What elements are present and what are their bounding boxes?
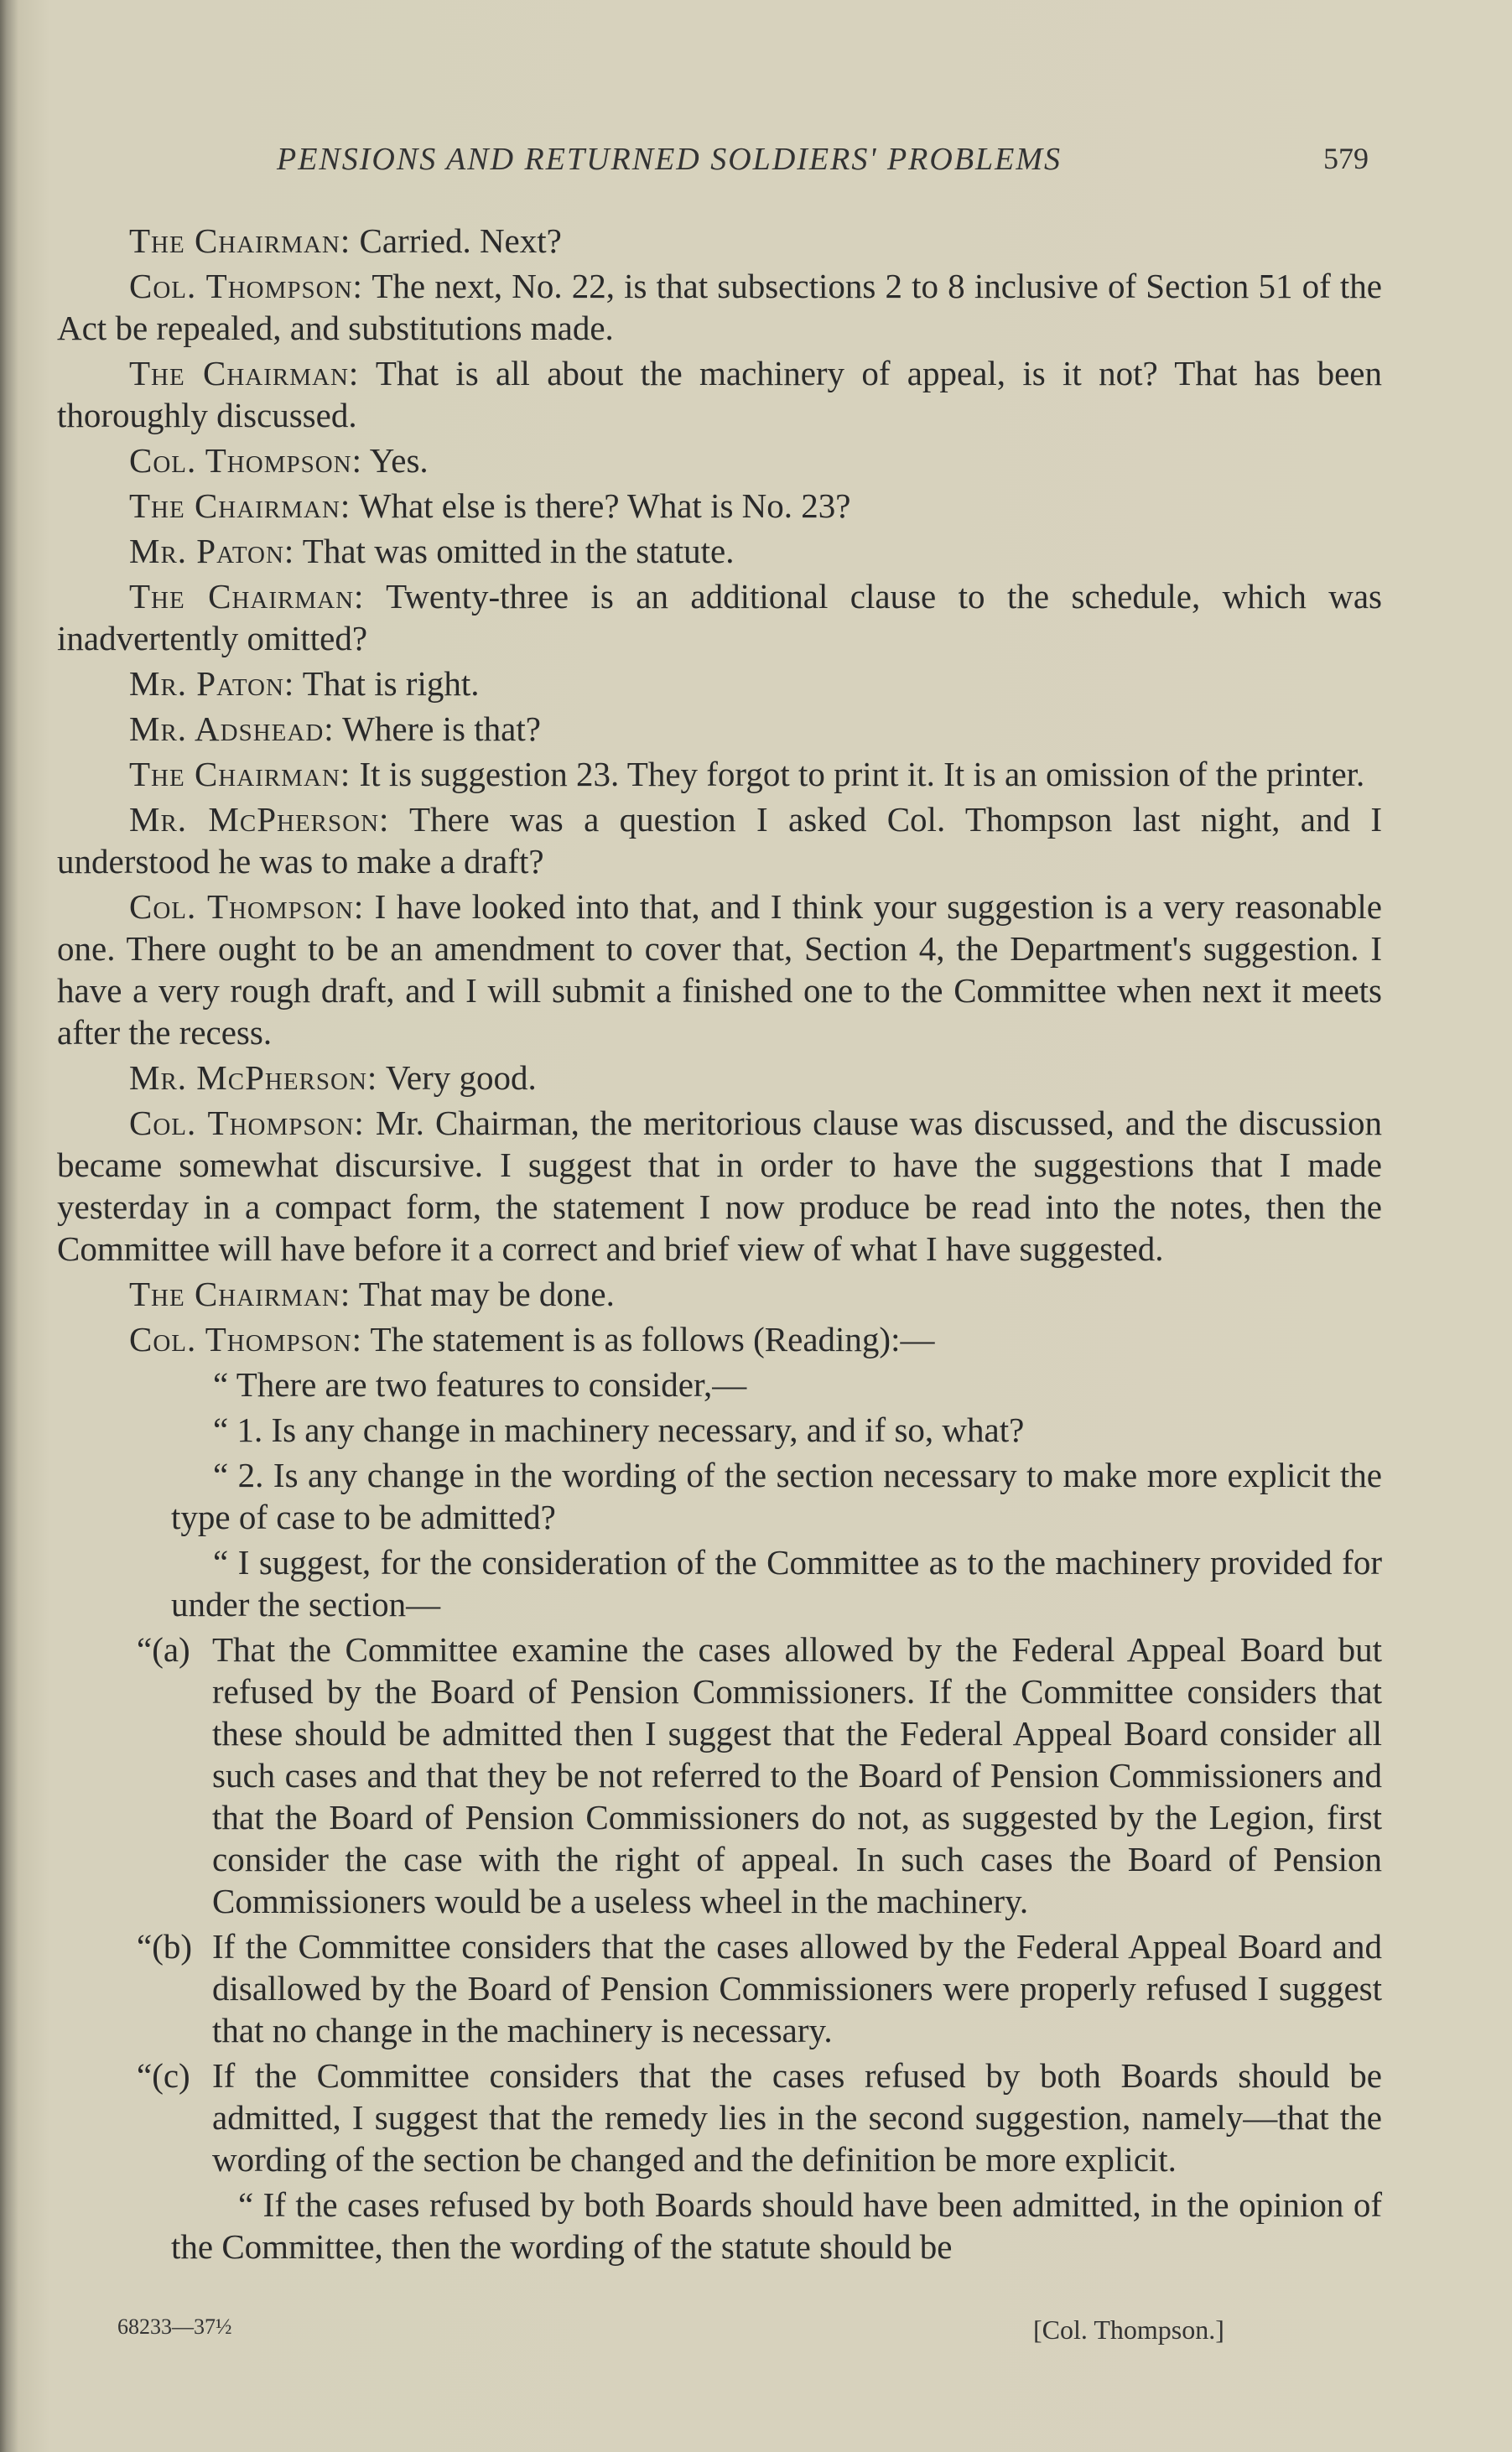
list-item-c [57,2055,1382,2180]
quoted-line: “ If the cases refused by both Boards should have been admitted, in the opinion of the Committee, then the wording of the statute should be [171,2185,1382,2266]
paragraph [57,485,1382,527]
paragraph [57,530,1382,572]
speaker-name: The Chairman: [129,486,351,525]
speech-text: Twenty-three is an additional clause to the schedule, which was inadvertently omitted? [57,577,1383,657]
paragraph [57,753,1382,795]
paragraph [57,662,1382,704]
page-header [0,141,1512,191]
page-footer [0,2314,1512,2356]
speech-text: Mr. Chairman, the meritorious clause was discussed, and the discussion became somewhat discursive. I suggest that in order to have the suggestions that I made yesterday in a compact form, the statement I now produce be read into the notes, then the Committee will have before it a correct and brief view of what I have suggested. [57,1104,1382,1268]
speech-text: That may be done. [351,1275,615,1313]
item-label: “(b) [137,1927,193,1966]
paragraph [57,1057,1382,1099]
item-text: If the Committee considers that the cases refused by both Boards should be admitted, I suggest that the remedy lies in the second suggestion, namely—that the wording of the section be changed and the definition be more explicit. [212,2056,1382,2179]
paragraph [57,220,1382,262]
speech-text: Yes. [362,441,429,480]
speaker-name: The Chairman: [129,577,365,616]
speech-text: I have looked into that, and I think your suggestion is a very reasonable one. There ought to be an amendment to cover that, Section 4, the Department's suggestion. I have a very rough draft, and I will submit a finished one to the Committee when next it meets after the recess. [57,887,1383,1052]
printer-signature: 68233—37½ [117,2314,232,2339]
list-item-b [57,1925,1382,2051]
speaker-name: Col. Thompson: [129,1104,365,1142]
speaker-name: The Chairman: [129,1275,351,1313]
paragraph [57,798,1382,882]
paragraph [57,886,1382,1053]
speech-text: What else is there? What is No. 23? [351,486,851,525]
paragraph [57,575,1382,659]
speech-text: The statement is as follows (Reading):— [362,1320,935,1358]
speaker-name: Col. Thompson: [129,1320,363,1358]
speaker-name: The Chairman: [129,354,360,392]
paragraph [57,265,1382,349]
paragraph [57,708,1382,750]
speaker-name: Mr. Adshead: [129,709,335,748]
paragraph [57,1318,1382,1360]
paragraph [57,352,1382,436]
item-label: “(a) [137,1630,190,1669]
speaker-name: Col. Thompson: [129,887,365,926]
speech-text: Very good. [377,1058,537,1097]
paragraph [57,1273,1382,1315]
speech-text: The next, No. 22, is that subsections 2 to 8 inclusive of Section 51 of the Act be repealed, and substitutions made. [57,267,1382,347]
item-text: That the Committee examine the cases allowed by the Federal Appeal Board but refused by the Board of Pension Commissioners. If the Committee considers that these should be admitted then I suggest that the Federal Appeal Board consider all such cases and that they be not referred to the Board of Pension Commissioners and that the Board of Pension Commissioners do not, as suggested by the Legion, first consider the case with the right of appeal. In such cases the Board of Pension Commissioners would be a useless wheel in the machinery. [212,1630,1382,1920]
quoted-line: “ 2. Is any change in the wording of the section necessary to make more explicit the type of case to be admitted? [171,1456,1382,1536]
item-text: If the Committee considers that the cases allowed by the Federal Appeal Board and disallowed by the Board of Pension Commissioners were properly refused I suggest that no change in the machinery is necessary. [212,1927,1382,2049]
speech-text: That is right. [294,664,480,703]
speech-text: It is suggestion 23. They forgot to print it. It is an omission of the printer. [351,755,1365,793]
speaker-name: Mr. McPherson: [129,1058,378,1097]
speech-text: There was a question I asked Col. Thompson last night, and I understood he was to make a draft? [57,800,1382,881]
speaker-name: Mr. Paton: [129,532,295,570]
speech-text: That is all about the machinery of appeal, is it not? That has been thoroughly discussed. [57,354,1382,434]
speech-text: That was omitted in the statute. [294,532,735,570]
speaker-name: Mr. McPherson: [129,800,390,839]
paragraph [57,1102,1382,1270]
running-title: PENSIONS AND RETURNED SOLDIERS' PROBLEMS [277,142,1063,177]
speaker-name: Col. Thompson: [129,441,363,480]
speech-text: Carried. Next? [351,221,562,260]
speaker-name: Col. Thompson: [129,267,363,305]
speaker-name: The Chairman: [129,221,351,260]
page-number: 579 [1323,142,1369,175]
list-item-a [57,1629,1382,1922]
quoted-line: “ There are two features to consider,— [213,1365,747,1404]
speech-text: Where is that? [334,709,541,748]
quoted-line: “ I suggest, for the consideration of the Committee as to the machinery provided for under the section— [171,1543,1382,1623]
quoted-line: “ 1. Is any change in machinery necessary, and if so, what? [213,1410,1025,1449]
paragraph [57,439,1382,481]
item-label: “(c) [137,2056,190,2095]
speaker-reference: [Col. Thompson.] [1033,2314,1224,2345]
speaker-name: Mr. Paton: [129,664,295,703]
speaker-name: The Chairman: [129,755,351,793]
page-body [57,220,1382,2271]
